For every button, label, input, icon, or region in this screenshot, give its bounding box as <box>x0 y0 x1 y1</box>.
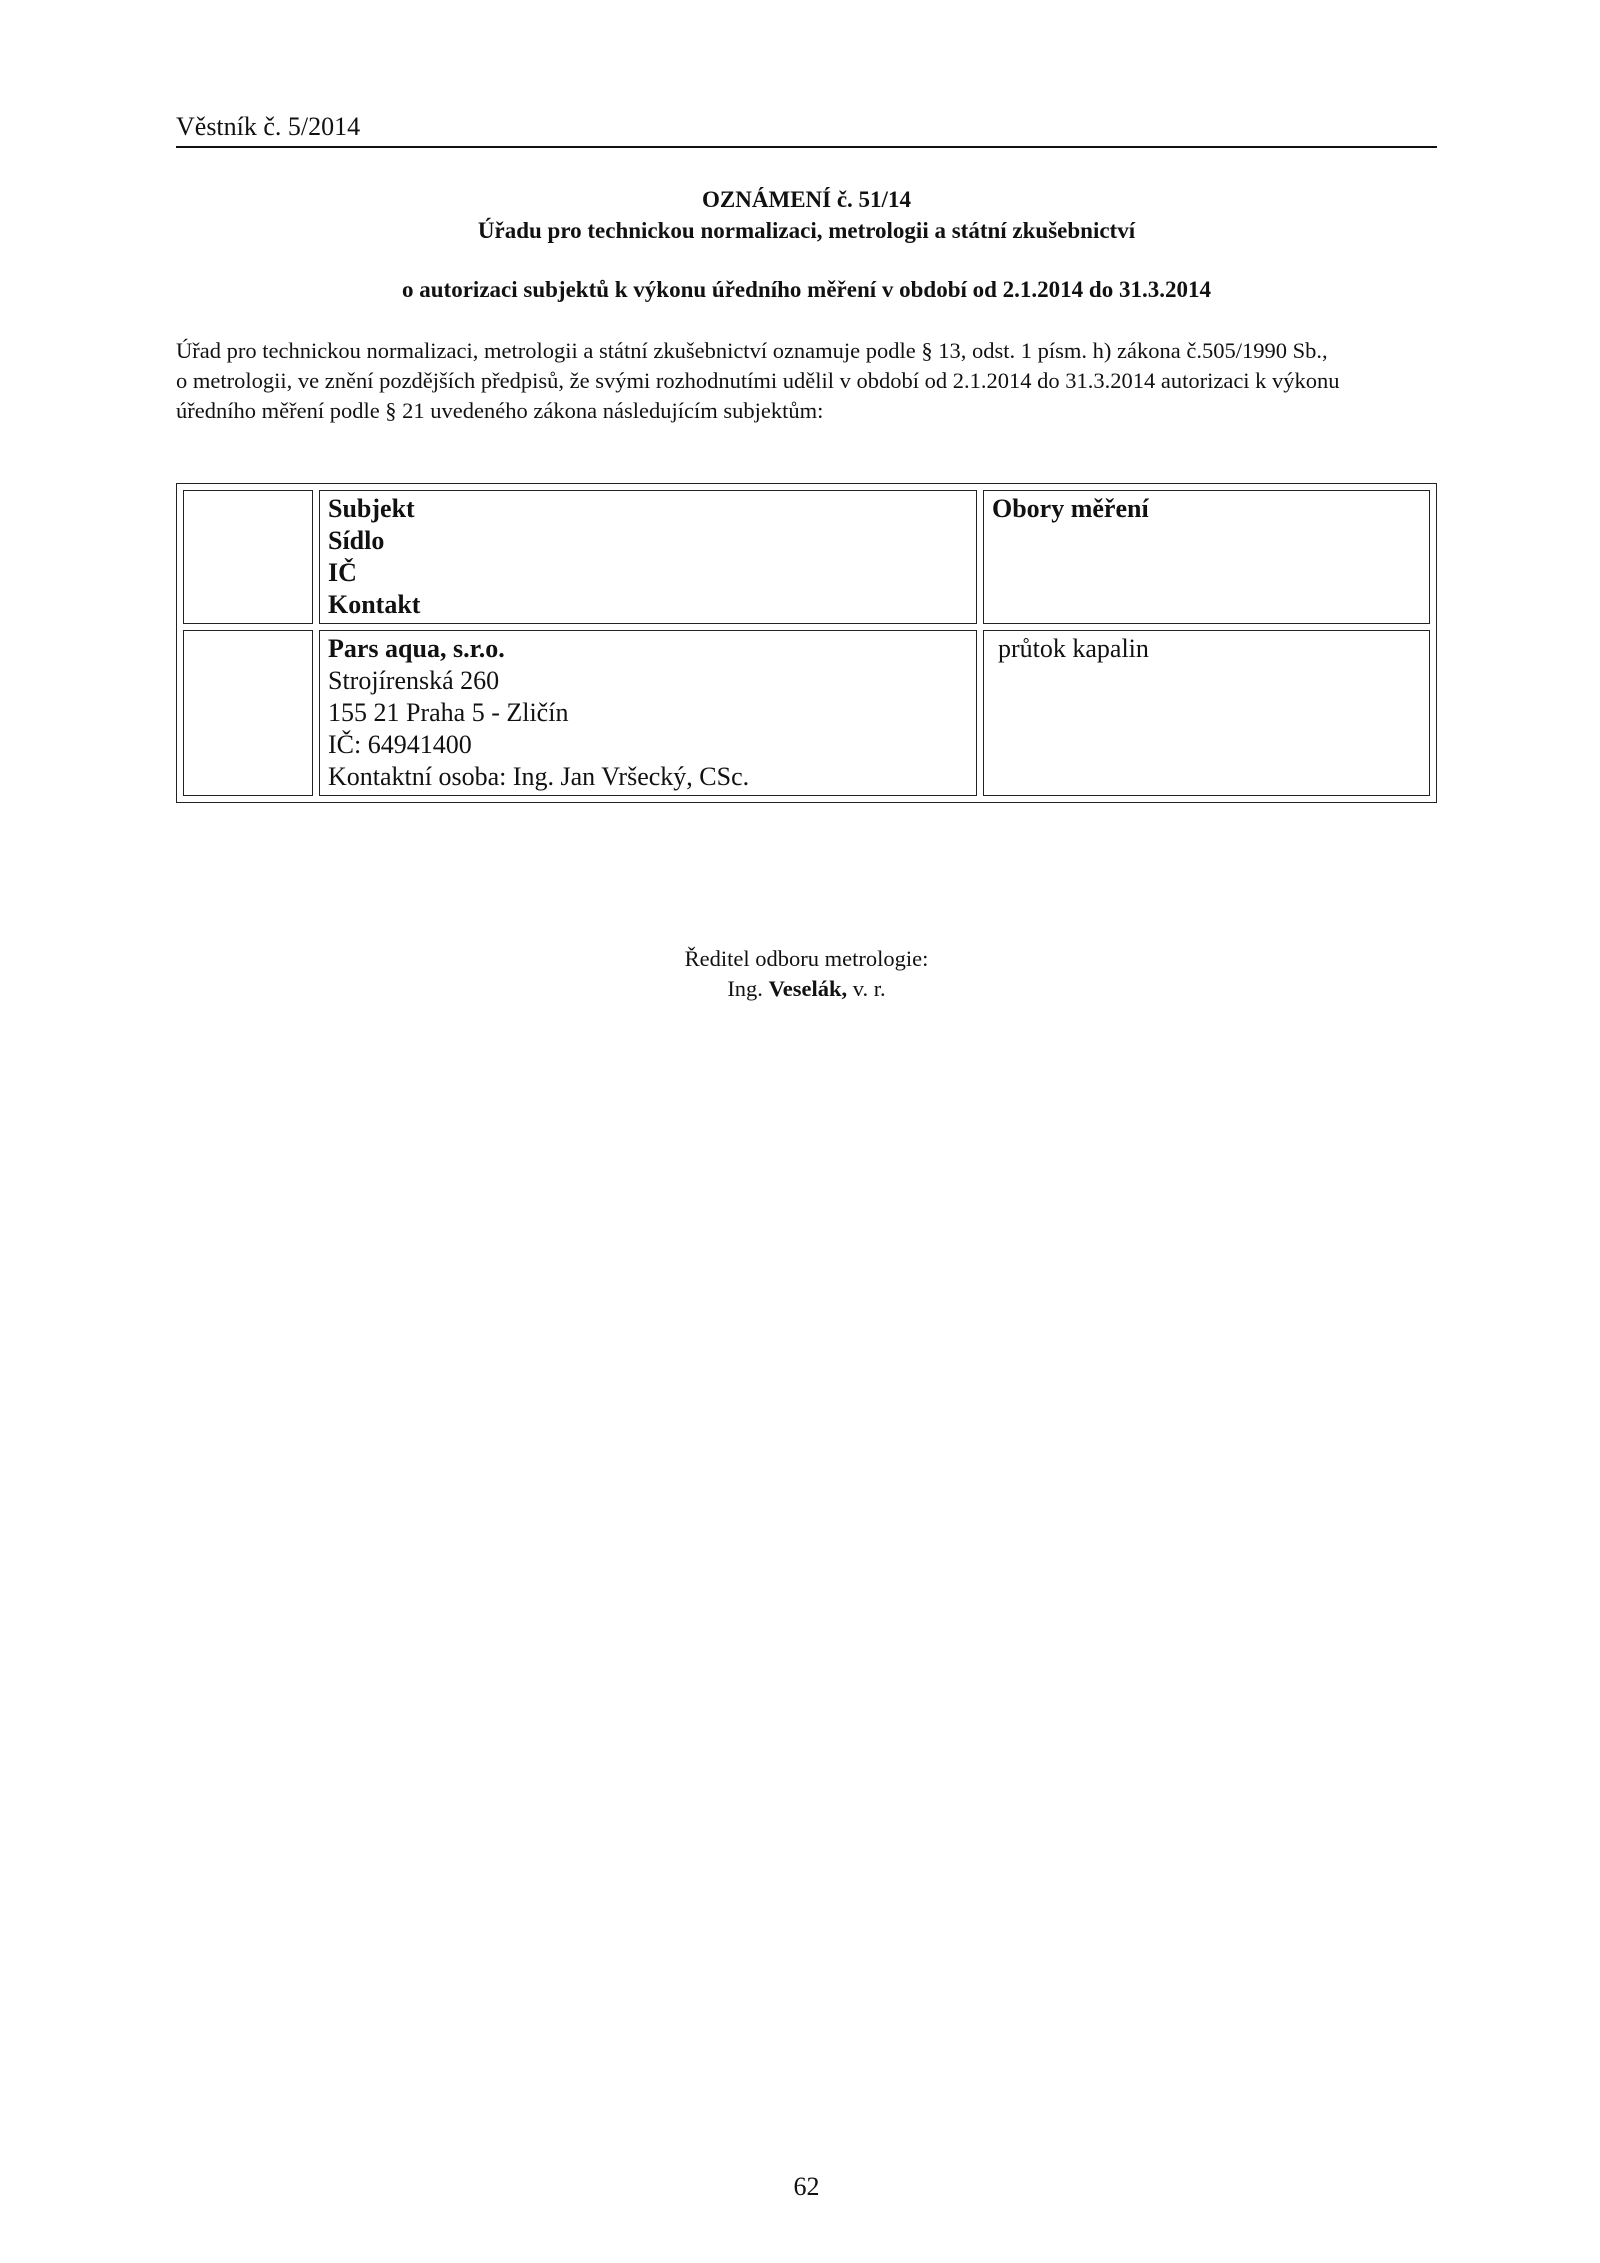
signature-name <box>176 974 1437 1004</box>
header-cell-empty <box>183 490 313 624</box>
measurement-field: průtok kapalin <box>998 634 1149 663</box>
row-cell-empty <box>183 630 313 796</box>
signature-suffix: v. r. <box>852 976 886 1001</box>
intro-line-2: o metrologii, ve znění pozdějších předpisů, že svými rozhodnutími udělil v období od 2.1.2014 do 31.3.2014 autorizaci k výkonu <box>176 368 1340 393</box>
notice-issuer: Úřadu pro technickou normalizaci, metrologii a státní zkušebnictví <box>477 218 1136 243</box>
signature-surname: Veselák, <box>768 976 848 1001</box>
subject-city: 155 21 Praha 5 - Zličín <box>328 698 569 727</box>
signature-role: Ředitel odboru metrologie: <box>684 946 929 971</box>
signature-prefix: Ing. <box>727 976 763 1001</box>
table-row <box>183 630 1430 796</box>
header-ic: IČ <box>328 558 357 587</box>
subject-street: Strojírenská 260 <box>328 666 500 695</box>
header-subjekt: Subjekt <box>328 494 415 523</box>
header-cell-fields: Obory měření <box>983 490 1430 624</box>
notice-number: OZNÁMENÍ č. 51/14 <box>702 187 911 212</box>
subject-ic: IČ: 64941400 <box>328 730 472 759</box>
header-rule <box>176 146 1437 148</box>
row-cell-fields <box>983 630 1430 796</box>
subject-name: Pars aqua, s.r.o. <box>328 634 505 663</box>
intro-paragraph <box>176 336 1437 426</box>
running-header: Věstník č. 5/2014 <box>176 112 361 141</box>
subject-contact: Kontaktní osoba: Ing. Jan Vršecký, CSc. <box>328 762 750 791</box>
page-number: 62 <box>793 2172 820 2201</box>
intro-line-3: úředního měření podle § 21 uvedeného zákona následujícím subjektům: <box>176 398 824 423</box>
header-sidlo: Sídlo <box>328 526 385 555</box>
row-cell-subject <box>319 630 977 796</box>
header-cell-subject <box>319 490 977 624</box>
intro-line-1: Úřad pro technickou normalizaci, metrologii a státní zkušebnictví oznamuje podle § 13, odst. 1 písm. h) zákona č.505/1990 Sb., <box>176 338 1328 363</box>
authorization-table <box>176 483 1437 803</box>
authorization-table-wrapper <box>176 483 1437 803</box>
table-header-row <box>183 490 1430 624</box>
header-kontakt: Kontakt <box>328 590 421 619</box>
notice-subject: o autorizaci subjektů k výkonu úředního měření v období od 2.1.2014 do 31.3.2014 <box>402 277 1211 302</box>
